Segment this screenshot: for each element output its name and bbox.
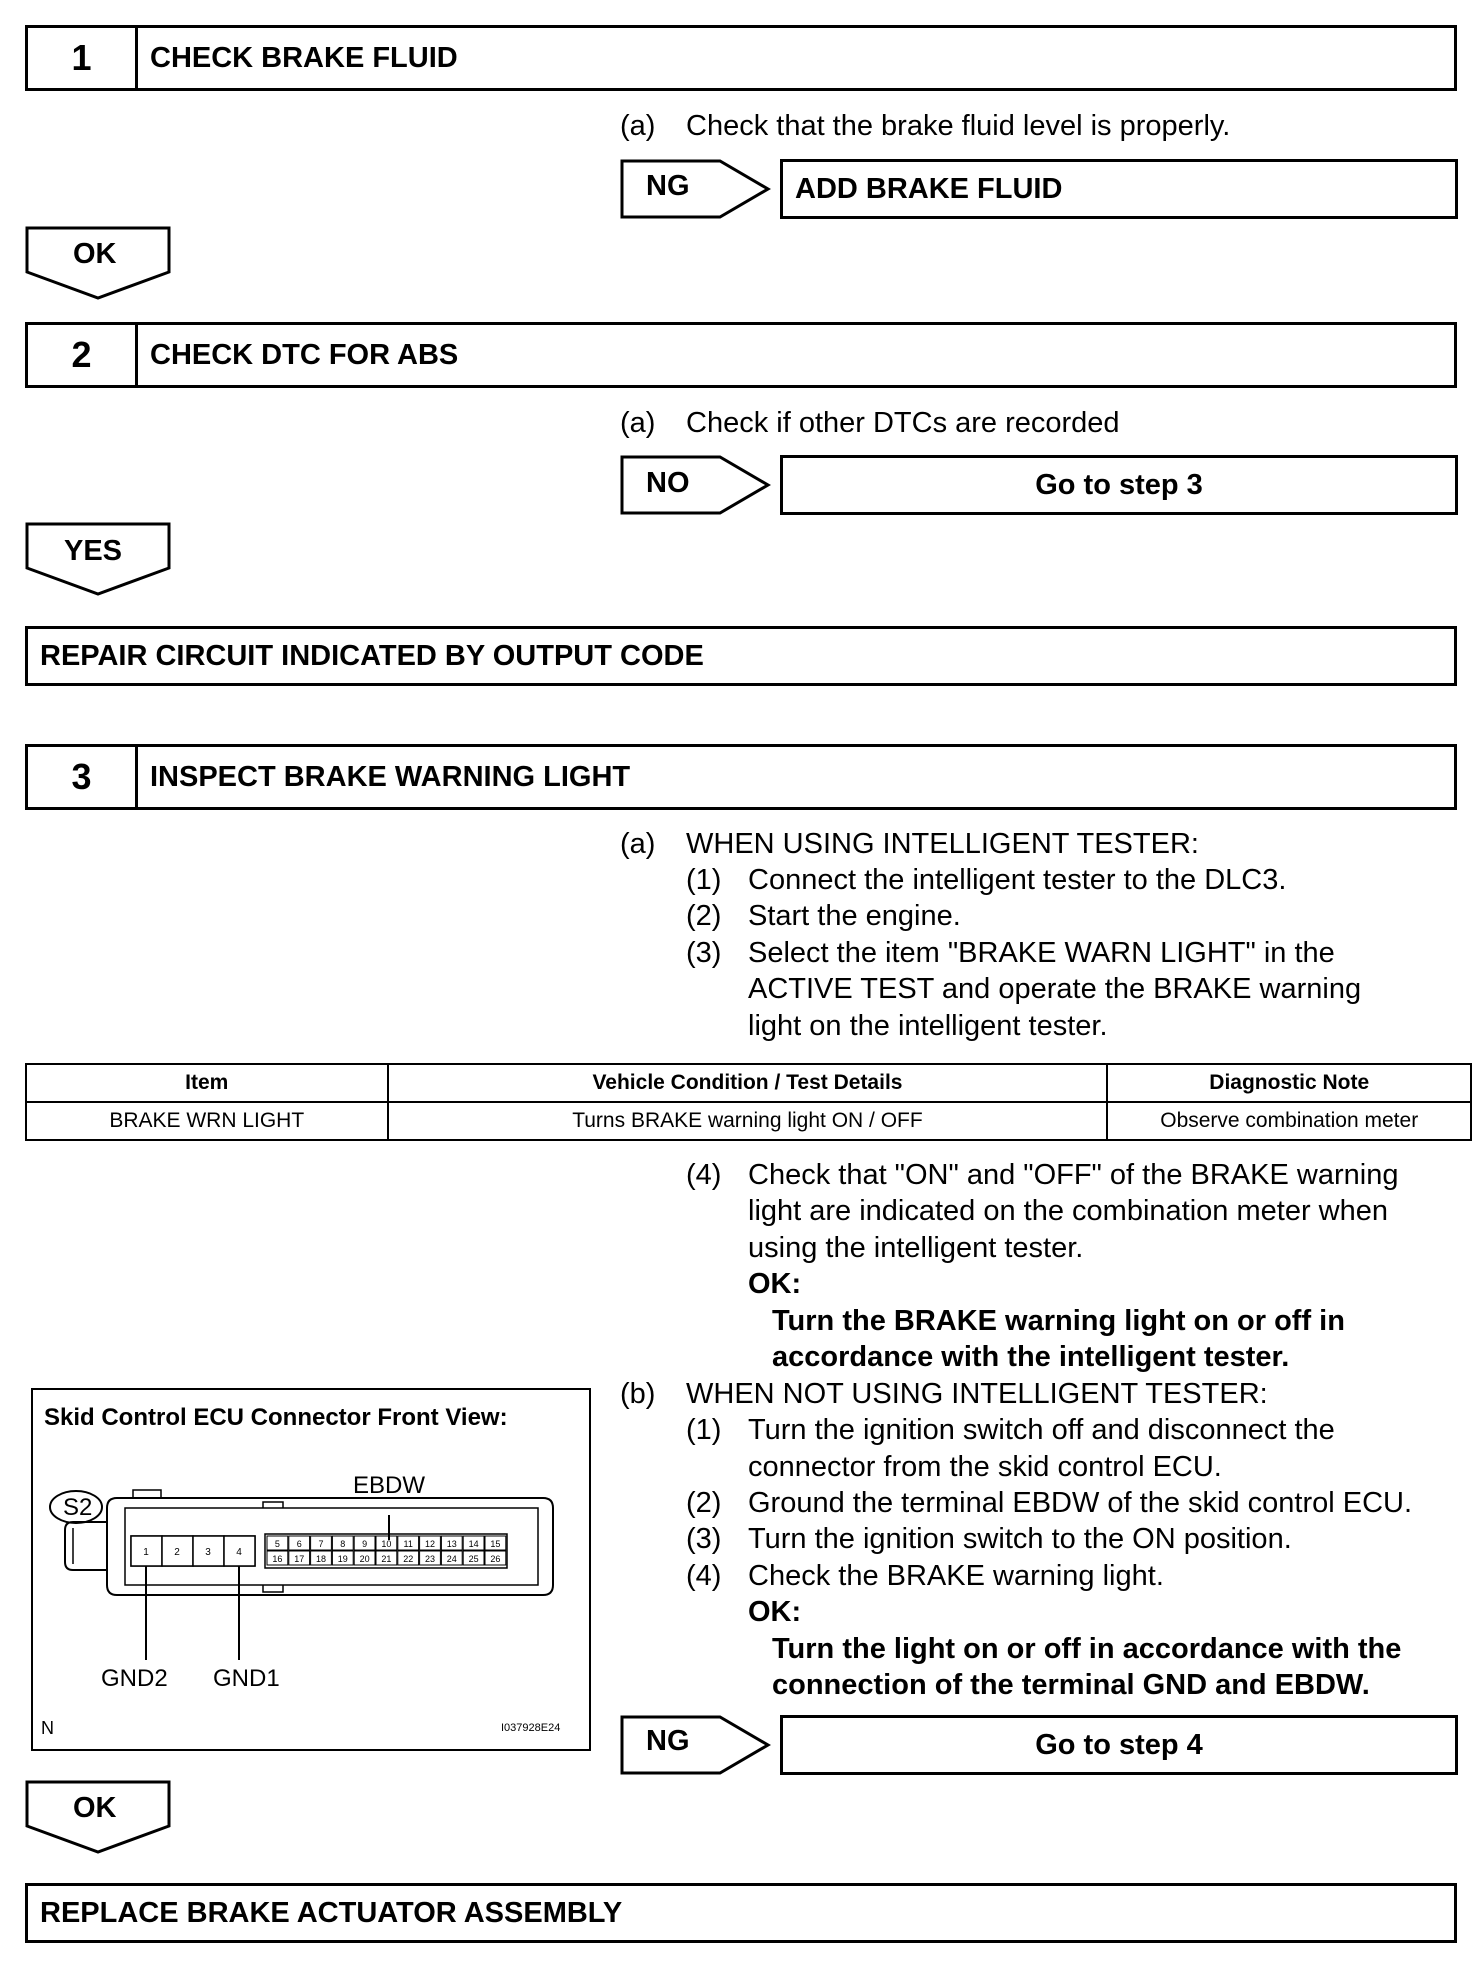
pin-number: 19 (337, 1554, 348, 1564)
pin-number: 17 (294, 1554, 305, 1564)
sub-item-number: (3) (686, 1523, 722, 1555)
figure-id: I037928E24 (501, 1722, 561, 1734)
sub-item-text: connector from the skid control ECU. (748, 1451, 1222, 1483)
table-cell: BRAKE WRN LIGHT (26, 1102, 388, 1140)
sub-item-number: (2) (686, 900, 722, 932)
instruction-marker: (b) (620, 1378, 656, 1410)
sub-item-text: Check that "ON" and "OFF" of the BRAKE warning (748, 1159, 1399, 1191)
sub-item-text: Turn the ignition switch off and disconnect the (748, 1414, 1335, 1446)
pin-number: 25 (468, 1554, 479, 1564)
connector-diagram (33, 1390, 589, 1749)
small-pin-grid (267, 1536, 506, 1565)
step-title: INSPECT BRAKE WARNING LIGHT (150, 760, 631, 793)
no-arrow (620, 455, 772, 515)
table-cell: Observe combination meter (1107, 1102, 1471, 1140)
ng-arrow (620, 1715, 772, 1775)
step-number: 2 (28, 325, 138, 385)
no-label: NO (646, 467, 690, 499)
step-2-header (25, 322, 1457, 388)
pin-number: 1 (143, 1547, 149, 1558)
step-number: 1 (28, 28, 138, 88)
ok-criteria-text: Turn the light on or off in accordance with the (772, 1633, 1402, 1665)
pin-number: 6 (296, 1539, 302, 1549)
ok-criteria-text: Turn the BRAKE warning light on or off in (772, 1305, 1345, 1337)
pin-number: 21 (381, 1554, 392, 1564)
result-box: REPAIR CIRCUIT INDICATED BY OUTPUT CODE (25, 626, 1457, 686)
instruction-marker: (a) (620, 407, 656, 439)
sub-item-text: using the intelligent tester. (748, 1232, 1084, 1264)
ok-criteria-label: OK: (748, 1596, 802, 1628)
gnd1-label: GND1 (213, 1665, 280, 1692)
figure-title: Skid Control ECU Connector Front View: (44, 1404, 508, 1431)
sub-item-number: (1) (686, 864, 722, 896)
step-1-header (25, 25, 1457, 91)
table-header: Vehicle Condition / Test Details (388, 1064, 1108, 1102)
yes-label: YES (64, 535, 123, 567)
pin-number: 3 (205, 1547, 211, 1558)
pin-number: 13 (446, 1539, 457, 1549)
ok-criteria-text: accordance with the intelligent tester. (772, 1341, 1290, 1373)
connector-figure (31, 1388, 591, 1751)
pin-number: 22 (403, 1554, 414, 1564)
pin-number: 2 (174, 1547, 180, 1558)
figure-corner-code: N (41, 1718, 54, 1738)
no-action-box: Go to step 3 (780, 455, 1458, 515)
pin-number: 15 (490, 1539, 501, 1549)
connector-lock-tab (65, 1522, 107, 1570)
result-box: REPLACE BRAKE ACTUATOR ASSEMBLY (25, 1883, 1457, 1943)
pin-number: 5 (274, 1539, 280, 1549)
sub-item-number: (4) (686, 1159, 722, 1191)
step-title: CHECK DTC FOR ABS (150, 338, 459, 371)
pin-number: 16 (272, 1554, 283, 1564)
pin-number: 4 (236, 1547, 242, 1558)
spec-table (25, 1063, 1472, 1141)
ng-action-box: Go to step 4 (780, 1715, 1458, 1775)
pin-number: 11 (403, 1539, 413, 1549)
sub-item-text: Select the item "BRAKE WARN LIGHT" in the (748, 937, 1335, 969)
sub-item-text: Connect the intelligent tester to the DLC3. (748, 864, 1287, 896)
connector-id-label: S2 (63, 1494, 93, 1521)
pin-number: 23 (424, 1554, 436, 1564)
ng-arrow (620, 159, 772, 219)
ng-label: NG (646, 1725, 690, 1757)
instruction-text: Check that the brake fluid level is properly. (686, 110, 1231, 142)
step-number: 3 (28, 747, 138, 807)
ok-label: OK (73, 1792, 117, 1824)
sub-item-number: (1) (686, 1414, 722, 1446)
pin-number: 14 (468, 1539, 479, 1549)
table-header: Item (26, 1064, 388, 1102)
ok-criteria-text: connection of the terminal GND and EBDW. (772, 1669, 1370, 1701)
pin-number: 8 (340, 1539, 346, 1549)
sub-item-text: Ground the terminal EBDW of the skid control ECU. (748, 1487, 1413, 1519)
sub-item-text: light on the intelligent tester. (748, 1010, 1108, 1042)
step-3-header (25, 744, 1457, 810)
pin-number: 26 (490, 1554, 501, 1564)
pin-number: 7 (318, 1539, 324, 1549)
instruction-marker: (a) (620, 110, 656, 142)
table-row (26, 1102, 1471, 1140)
pin-number: 12 (424, 1539, 436, 1549)
sub-item-text: Check the BRAKE warning light. (748, 1560, 1164, 1592)
sub-item-text: Start the engine. (748, 900, 961, 932)
sub-item-number: (3) (686, 937, 722, 969)
ebdw-label: EBDW (353, 1472, 425, 1499)
instruction-heading: WHEN USING INTELLIGENT TESTER: (686, 828, 1199, 860)
sub-item-number: (2) (686, 1487, 722, 1519)
pin-number: 10 (381, 1539, 392, 1549)
instruction-marker: (a) (620, 828, 656, 860)
ng-action-box: ADD BRAKE FLUID (780, 159, 1458, 219)
sub-item-text: ACTIVE TEST and operate the BRAKE warning (748, 973, 1362, 1005)
instruction-text: Check if other DTCs are recorded (686, 407, 1120, 439)
instruction-heading: WHEN NOT USING INTELLIGENT TESTER: (686, 1378, 1268, 1410)
gnd2-label: GND2 (101, 1665, 168, 1692)
ng-label: NG (646, 170, 690, 202)
pin-number: 9 (362, 1539, 368, 1549)
pin-number: 24 (446, 1554, 457, 1564)
sub-item-text: light are indicated on the combination meter when (748, 1195, 1388, 1227)
sub-item-text: Turn the ignition switch to the ON position. (748, 1523, 1292, 1555)
sub-item-number: (4) (686, 1560, 722, 1592)
pin-number: 18 (315, 1554, 327, 1564)
table-cell: Turns BRAKE warning light ON / OFF (388, 1102, 1108, 1140)
table-header-row (26, 1064, 1471, 1102)
pin-number: 20 (359, 1554, 370, 1564)
step-title: CHECK BRAKE FLUID (150, 41, 458, 74)
table-header: Diagnostic Note (1107, 1064, 1471, 1102)
ok-criteria-label: OK: (748, 1268, 802, 1300)
ok-label: OK (73, 238, 117, 270)
